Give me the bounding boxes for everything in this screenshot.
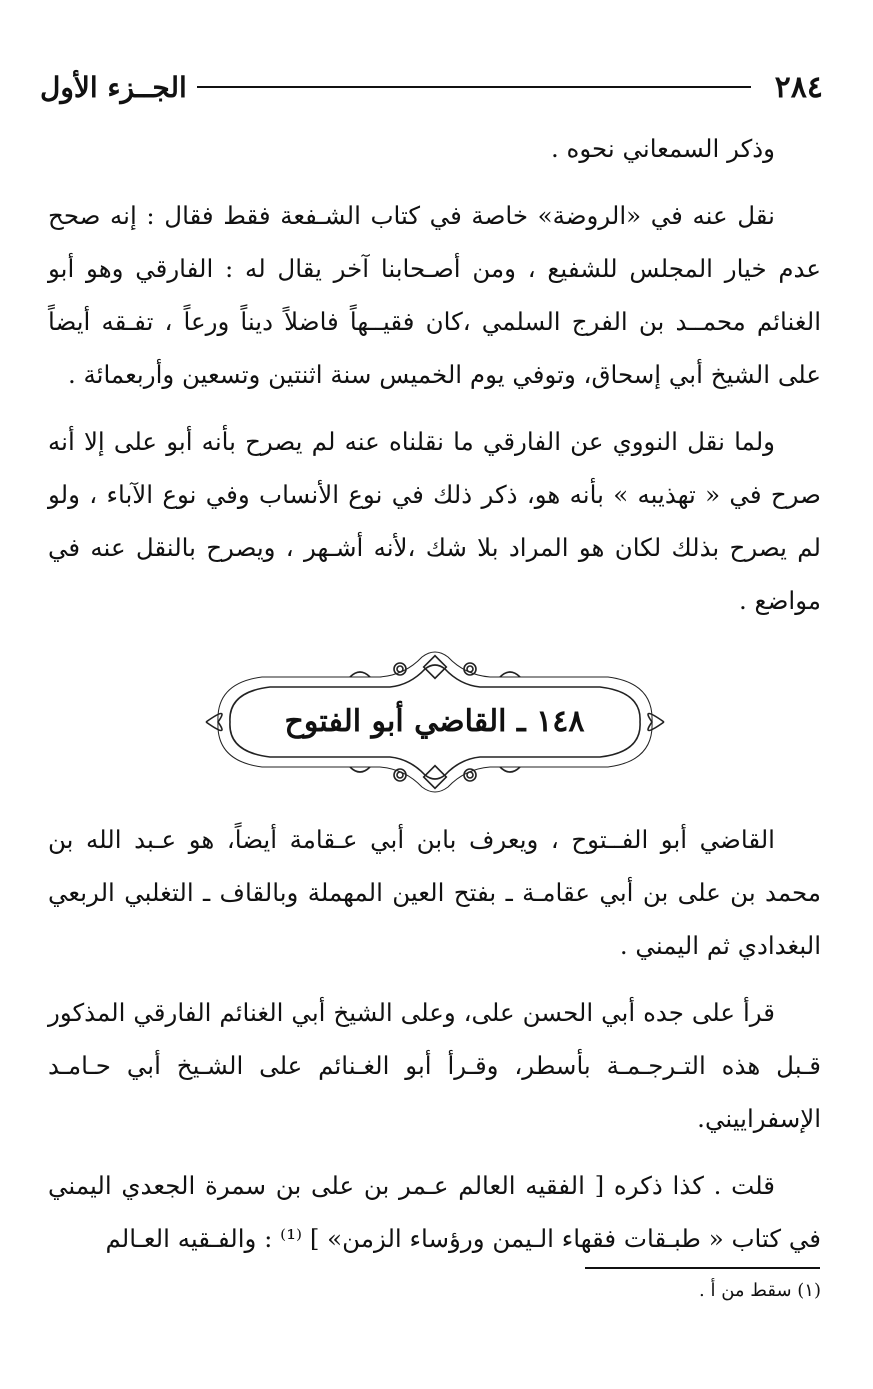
section-heading-cartouche	[200, 647, 670, 797]
page-body	[48, 122, 821, 1279]
section-heading: ١٤٨ ـ القاضي أبو الفتوح	[284, 704, 585, 739]
page-header	[40, 62, 823, 112]
header-rule	[197, 86, 751, 88]
paragraph: ولما نقل النووي عن الفارقي ما نقلناه عنه لم يصرح بأنه أبو على إلا أنه صرح في « تهذيبه » بأنه هو، ذكر ذلك في نوع الأنساب وفي نوع الآباء ، ولو لم يصرح بذلك لكان هو المراد بلا شك ،لأنه أشـهر ، ويصرح بالنقل عنه في مواضع .	[48, 427, 821, 615]
paragraph: قرأ على جده أبي الحسن على، وعلى الشيخ أبي الغنائم الفارقي المذكور قـبل هذه التـرجـمـة بأسطر، وقـرأ أبو الغـنائم على الشـيخ أبي حـامـد الإسفراييني.	[48, 998, 821, 1133]
paragraph: وذكر السمعاني نحوه .	[550, 134, 775, 163]
footnote: (١) سقط من أ .	[699, 1280, 821, 1301]
paragraph: القاضي أبو الفــتوح ، ويعرف بابن أبي عـقامة أيضاً، هو عـبد الله بن محمد بن على بن أبي عقامـة ـ بفتح العين المهملة وبالقاف ـ التغلبي الربعي البغدادي ثم اليمني .	[48, 825, 821, 960]
paragraph: نقل عنه في «الروضة» خاصة في كتاب الشـفعة فقط فقال : إنه صحح عدم خيار المجلس للشفيع ، ومن أصـحابنا آخر يقال له : الفارقي وهو أبو الغنائم محمــد بن الفرج السلمي ،كان فقيــهاً فاضلاً ديناً ورعاً ، تفـقه أيضاً على الشيخ أبي إسحاق، وتوفي يوم الخميس سنة اثنتين وتسعين وأربعمائة .	[48, 201, 821, 389]
paragraph: قلت . كذا ذكره [ الفقيه العالم عـمر بن على بن سمرة الجعدي اليمني في كتاب « طبـقات فقهاء الـيمن ورؤساء الزمن» ] ⁽¹⁾ : والفـقيه العـالم	[48, 1171, 821, 1253]
page-number: ٢٨٤	[774, 69, 823, 105]
running-head: الجــزء الأول	[40, 70, 187, 104]
footnote-rule	[585, 1267, 820, 1269]
